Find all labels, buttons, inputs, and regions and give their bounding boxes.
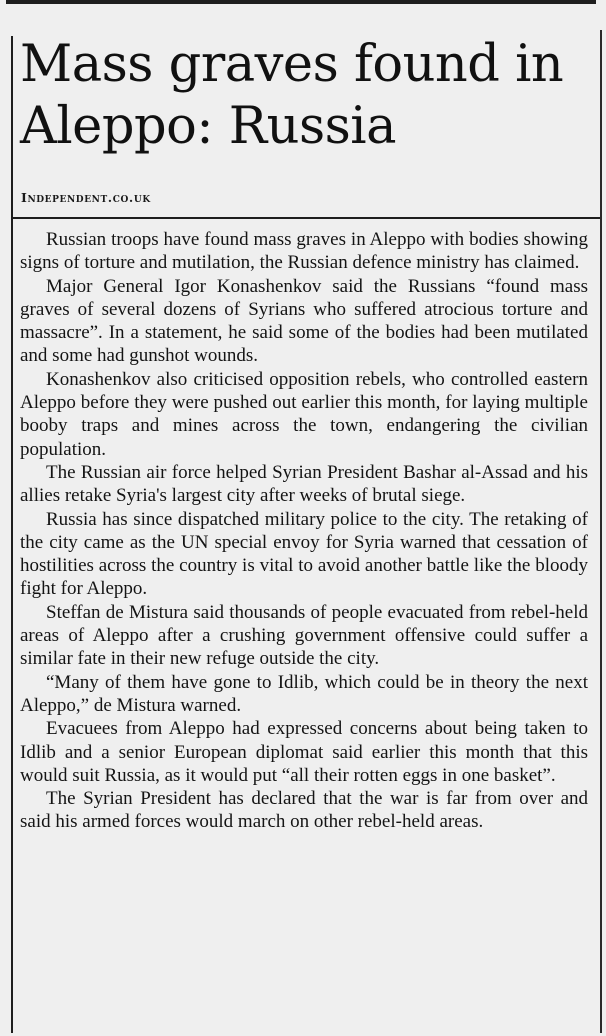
article-body [20, 228, 588, 834]
headline: Mass graves found in Aleppo: Russia [20, 35, 564, 156]
paragraph: “Many of them have gone to Idlib, which could be in theory the next Aleppo,” de Mistura warned. [20, 671, 588, 716]
source-credit: Independent.co.uk [21, 190, 151, 205]
paragraph: Major General Igor Konashenkov said the Russians “found mass graves of several dozens of Syrians who suffered atrocious torture and massacre”. In a statement, he said some of the bodies had been mutilated and some had gunshot wounds. [20, 275, 588, 367]
paragraph: The Russian air force helped Syrian President Bashar al-Assad and his allies retake Syria's largest city after weeks of brutal siege. [20, 461, 588, 507]
section-divider [11, 217, 600, 219]
paragraph: Konashenkov also criticised opposition rebels, who controlled eastern Aleppo before they were pushed out earlier this month, for laying multiple booby traps and mines across the town, endangering the civilian population. [20, 368, 588, 460]
right-rule [600, 30, 602, 1033]
paragraph: Russian troops have found mass graves in Aleppo with bodies showing signs of torture and mutilation, the Russian defence ministry has claimed. [20, 229, 588, 274]
paragraph: Steffan de Mistura said thousands of people evacuated from rebel-held areas of Aleppo after a crushing government offensive could suffer a similar fate in their new refuge outside the city. [20, 601, 588, 670]
top-rule [6, 0, 596, 4]
left-rule [11, 36, 13, 1033]
paragraph: Evacuees from Aleppo had expressed concerns about being taken to Idlib and a senior European diplomat said earlier this month that this would suit Russia, as it would put “all their rotten eggs in one basket”. [20, 718, 588, 786]
paragraph: Russia has since dispatched military police to the city. The retaking of the city came as the UN special envoy for Syria warned that cessation of hostilities across the country is vital to avoid another battle like the bloody fight for Aleppo. [20, 508, 588, 600]
paragraph: The Syrian President has declared that the war is far from over and said his armed forces would march on other rebel-held areas. [20, 788, 588, 833]
